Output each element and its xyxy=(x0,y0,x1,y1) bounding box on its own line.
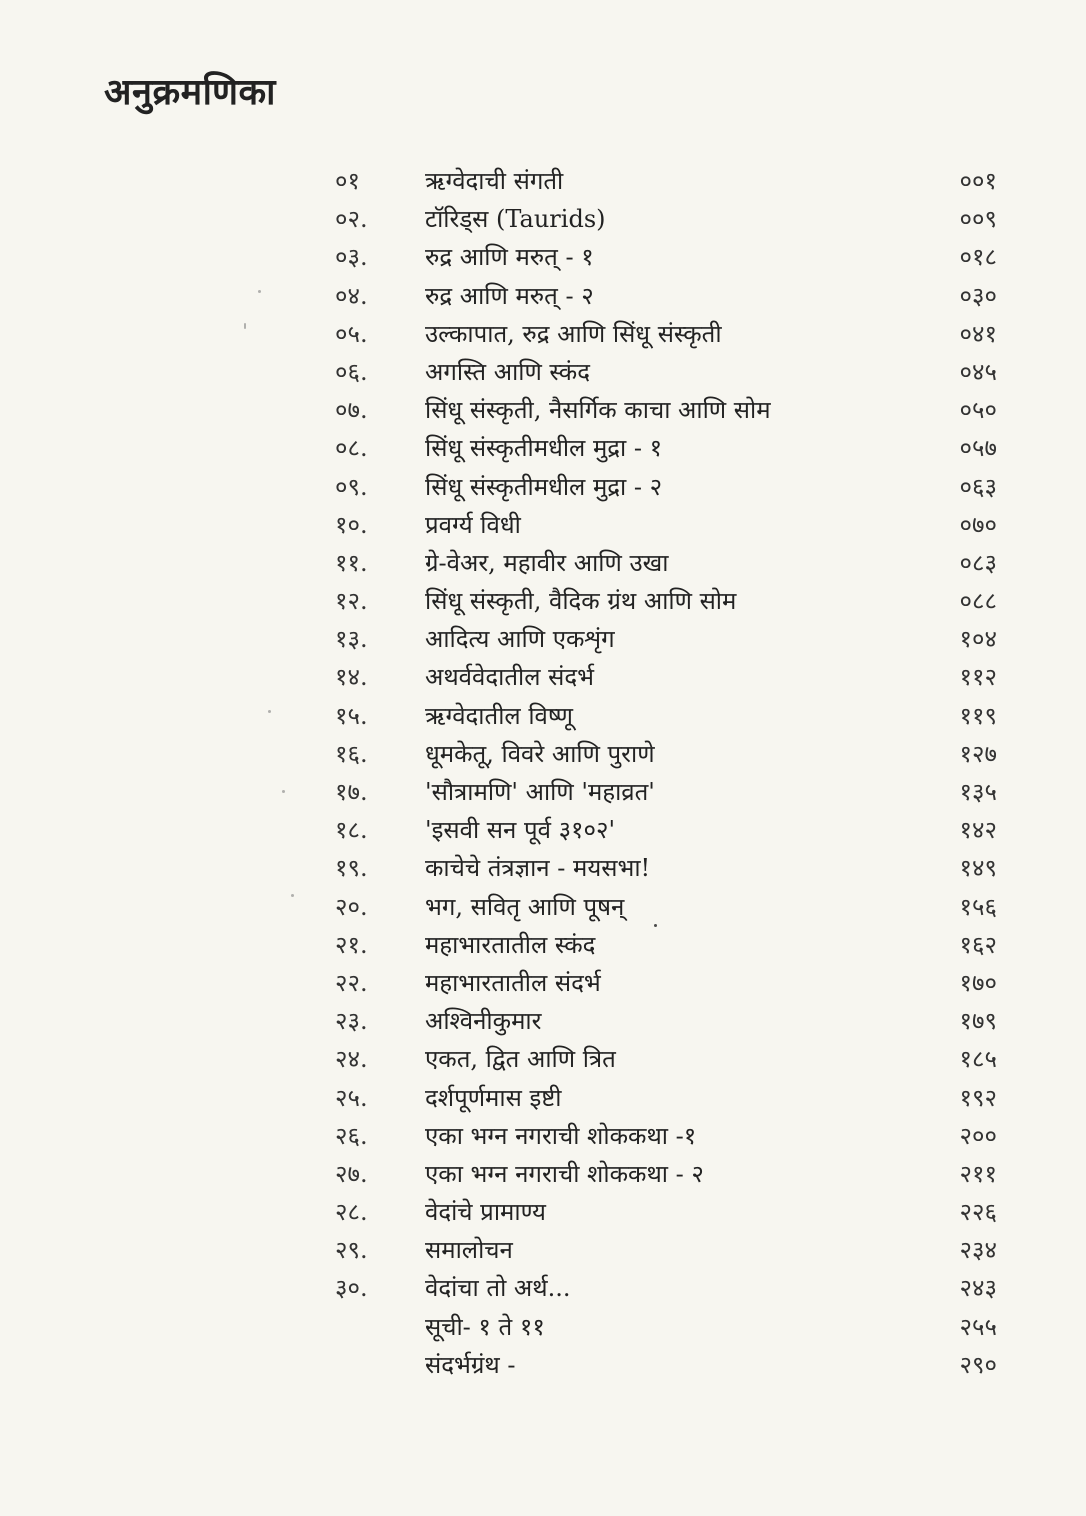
toc-entry xyxy=(0,1040,1086,1078)
toc-entry-page: ००९ xyxy=(959,205,997,234)
toc-entry-page: १३५ xyxy=(959,778,997,806)
toc-entry-title: ग्रे-वेअर, महावीर आणि उखा xyxy=(425,548,669,577)
scan-speck xyxy=(258,290,261,293)
toc-entry-number: ०५. xyxy=(335,319,368,348)
toc-entry-number: १५. xyxy=(335,701,368,730)
table-of-contents xyxy=(0,162,1086,1384)
toc-entry-page: ०५७ xyxy=(959,434,997,463)
toc-entry xyxy=(0,658,1086,696)
toc-entry-number: २०. xyxy=(335,892,368,921)
scan-speck xyxy=(654,924,657,927)
toc-entry-page: २३४ xyxy=(959,1236,997,1265)
toc-entry-page: १९२ xyxy=(959,1083,997,1112)
toc-entry-title: काचेचे तंत्रज्ञान - मयसभा! xyxy=(425,854,651,883)
toc-entry-number: १७. xyxy=(335,778,368,806)
toc-entry xyxy=(0,200,1086,238)
toc-entry-number: २८. xyxy=(335,1198,368,1227)
toc-entry-number: ०४. xyxy=(335,281,368,310)
toc-entry xyxy=(0,429,1086,467)
toc-entry-page: १०४ xyxy=(959,625,997,654)
toc-entry-page: ०५० xyxy=(959,396,997,425)
toc-entry-title: 'इसवी सन पूर्व ३१०२' xyxy=(425,816,616,845)
toc-entry-title: सिंधू संस्कृती, वैदिक ग्रंथ आणि सोम xyxy=(425,587,737,616)
toc-entry-number: १८. xyxy=(335,816,368,845)
toc-entry-number: ०९. xyxy=(335,472,368,501)
toc-entry-number: ०३. xyxy=(335,243,368,272)
toc-entry xyxy=(0,849,1086,887)
toc-entry-title: एका भग्न नगराची शोककथा -१ xyxy=(425,1121,697,1150)
toc-entry xyxy=(0,315,1086,353)
toc-entry xyxy=(0,1346,1086,1384)
toc-entry-number: १२. xyxy=(335,587,368,616)
toc-entry-title: रुद्र आणि मरुत् - २ xyxy=(425,281,594,310)
toc-entry-title: महाभारतातील संदर्भ xyxy=(425,968,601,997)
toc-entry-title: टॉरिड्स (Taurids) xyxy=(425,205,606,234)
toc-entry-page: ०६३ xyxy=(959,472,997,501)
toc-entry xyxy=(0,544,1086,582)
toc-entry-page: १७० xyxy=(959,968,997,997)
toc-entry-number: २५. xyxy=(335,1083,368,1112)
toc-entry-title: संदर्भग्रंथ - xyxy=(425,1350,516,1379)
toc-entry xyxy=(0,1231,1086,1269)
toc-entry-title: ऋग्वेदातील विष्णू xyxy=(425,701,573,730)
toc-entry-page: २५५ xyxy=(959,1312,997,1341)
toc-entry xyxy=(0,582,1086,620)
scan-speck xyxy=(291,894,294,897)
toc-entry-page: २११ xyxy=(959,1159,997,1188)
toc-entry-title: अगस्ति आणि स्कंद xyxy=(425,357,590,386)
toc-entry-title: एकत, द्वित आणि त्रित xyxy=(425,1045,616,1074)
toc-entry xyxy=(0,238,1086,276)
toc-entry xyxy=(0,735,1086,773)
toc-entry-page: २४३ xyxy=(959,1274,997,1303)
toc-entry-number: १४. xyxy=(335,663,368,692)
toc-entry-title: समालोचन xyxy=(425,1236,513,1265)
toc-entry xyxy=(0,1193,1086,1231)
toc-entry-title: 'सौत्रामणि' आणि 'महाव्रत' xyxy=(425,778,655,806)
toc-entry-title: वेदांचे प्रामाण्य xyxy=(425,1198,546,1227)
toc-entry-title: ऋग्वेदाची संगती xyxy=(425,167,564,195)
toc-entry-page: ०८३ xyxy=(959,548,997,577)
toc-entry-number: १९. xyxy=(335,854,368,883)
toc-entry xyxy=(0,468,1086,506)
toc-entry-title: सिंधू संस्कृतीमधील मुद्रा - २ xyxy=(425,472,663,501)
toc-entry-page: ११९ xyxy=(959,701,997,730)
toc-entry-title: अश्विनीकुमार xyxy=(425,1007,542,1036)
toc-entry-page: १४९ xyxy=(959,854,997,883)
toc-entry xyxy=(0,620,1086,658)
toc-entry-number: ०१ xyxy=(335,167,360,195)
toc-entry-title: वेदांचा तो अर्थ... xyxy=(425,1274,571,1303)
toc-entry-number: ११. xyxy=(335,548,368,577)
toc-entry-number: २१. xyxy=(335,930,368,959)
toc-entry xyxy=(0,277,1086,315)
toc-entry-number: २७. xyxy=(335,1159,368,1188)
toc-entry-title: आदित्य आणि एकशृंग xyxy=(425,625,615,654)
toc-entry-title: भग, सवितृ आणि पूषन् xyxy=(425,892,625,921)
toc-entry xyxy=(0,506,1086,544)
toc-entry-number: २३. xyxy=(335,1007,368,1036)
toc-entry xyxy=(0,926,1086,964)
toc-entry-number: ०६. xyxy=(335,357,368,386)
scan-speck xyxy=(268,710,271,713)
toc-entry-number: २४. xyxy=(335,1045,368,1074)
toc-entry xyxy=(0,1155,1086,1193)
toc-entry xyxy=(0,353,1086,391)
page-title: अनुक्रमणिका xyxy=(104,72,276,113)
toc-entry-number: ०७. xyxy=(335,396,368,425)
toc-entry-page: ०४१ xyxy=(959,319,997,348)
toc-entry-number: २९. xyxy=(335,1236,368,1265)
toc-entry-page: २९० xyxy=(959,1350,997,1379)
toc-entry-number: १०. xyxy=(335,510,368,539)
toc-entry-number: १३. xyxy=(335,625,368,654)
toc-entry-page: १५६ xyxy=(959,892,997,921)
toc-entry-number: २६. xyxy=(335,1121,368,1150)
toc-entry-title: उल्कापात, रुद्र आणि सिंधू संस्कृती xyxy=(425,319,722,348)
toc-entry xyxy=(0,162,1086,200)
toc-entry xyxy=(0,697,1086,735)
toc-entry xyxy=(0,964,1086,1002)
toc-entry-title: दर्शपूर्णमास इष्टी xyxy=(425,1083,562,1112)
toc-entry xyxy=(0,773,1086,811)
toc-entry-page: १२७ xyxy=(959,739,997,768)
toc-entry-page: १४२ xyxy=(959,816,997,845)
toc-entry xyxy=(0,1308,1086,1346)
toc-entry-title: एका भग्न नगराची शोककथा - २ xyxy=(425,1159,704,1188)
toc-entry-title: सूची- १ ते ११ xyxy=(425,1312,545,1341)
toc-entry-number: ३०. xyxy=(335,1274,368,1303)
toc-entry-title: प्रवर्ग्य विधी xyxy=(425,510,521,539)
toc-entry-number: ०८. xyxy=(335,434,368,463)
toc-entry-page: ०३० xyxy=(959,281,997,310)
toc-entry xyxy=(0,1079,1086,1117)
toc-entry-page: १७९ xyxy=(959,1007,997,1036)
toc-entry-page: ०१८ xyxy=(959,243,997,272)
scan-speck xyxy=(244,323,246,329)
toc-entry-title: अथर्ववेदातील संदर्भ xyxy=(425,663,594,692)
toc-entry-title: धूमकेतू, विवरे आणि पुराणे xyxy=(425,739,655,768)
toc-entry-page: १८५ xyxy=(959,1045,997,1074)
toc-entry-page: २०० xyxy=(959,1121,997,1150)
toc-entry xyxy=(0,1117,1086,1155)
toc-entry-page: ११२ xyxy=(959,663,997,692)
toc-entry-title: महाभारतातील स्कंद xyxy=(425,930,596,959)
toc-entry-number: २२. xyxy=(335,968,368,997)
toc-entry-number: ०२. xyxy=(335,205,368,234)
toc-entry-page: ००१ xyxy=(959,167,997,195)
toc-entry-page: ०४५ xyxy=(959,357,997,386)
toc-entry xyxy=(0,1269,1086,1307)
toc-entry-page: १६२ xyxy=(959,930,997,959)
toc-entry-page: २२६ xyxy=(959,1198,997,1227)
toc-entry xyxy=(0,391,1086,429)
toc-entry-title: सिंधू संस्कृतीमधील मुद्रा - १ xyxy=(425,434,663,463)
toc-entry xyxy=(0,888,1086,926)
toc-entry xyxy=(0,1002,1086,1040)
toc-entry-title: रुद्र आणि मरुत् - १ xyxy=(425,243,594,272)
toc-entry-page: ०८८ xyxy=(959,587,997,616)
toc-entry-title: सिंधू संस्कृती, नैसर्गिक काचा आणि सोम xyxy=(425,396,771,425)
toc-entry xyxy=(0,811,1086,849)
toc-entry-page: ०७० xyxy=(959,510,997,539)
toc-entry-number: १६. xyxy=(335,739,368,768)
scan-speck xyxy=(282,790,285,793)
